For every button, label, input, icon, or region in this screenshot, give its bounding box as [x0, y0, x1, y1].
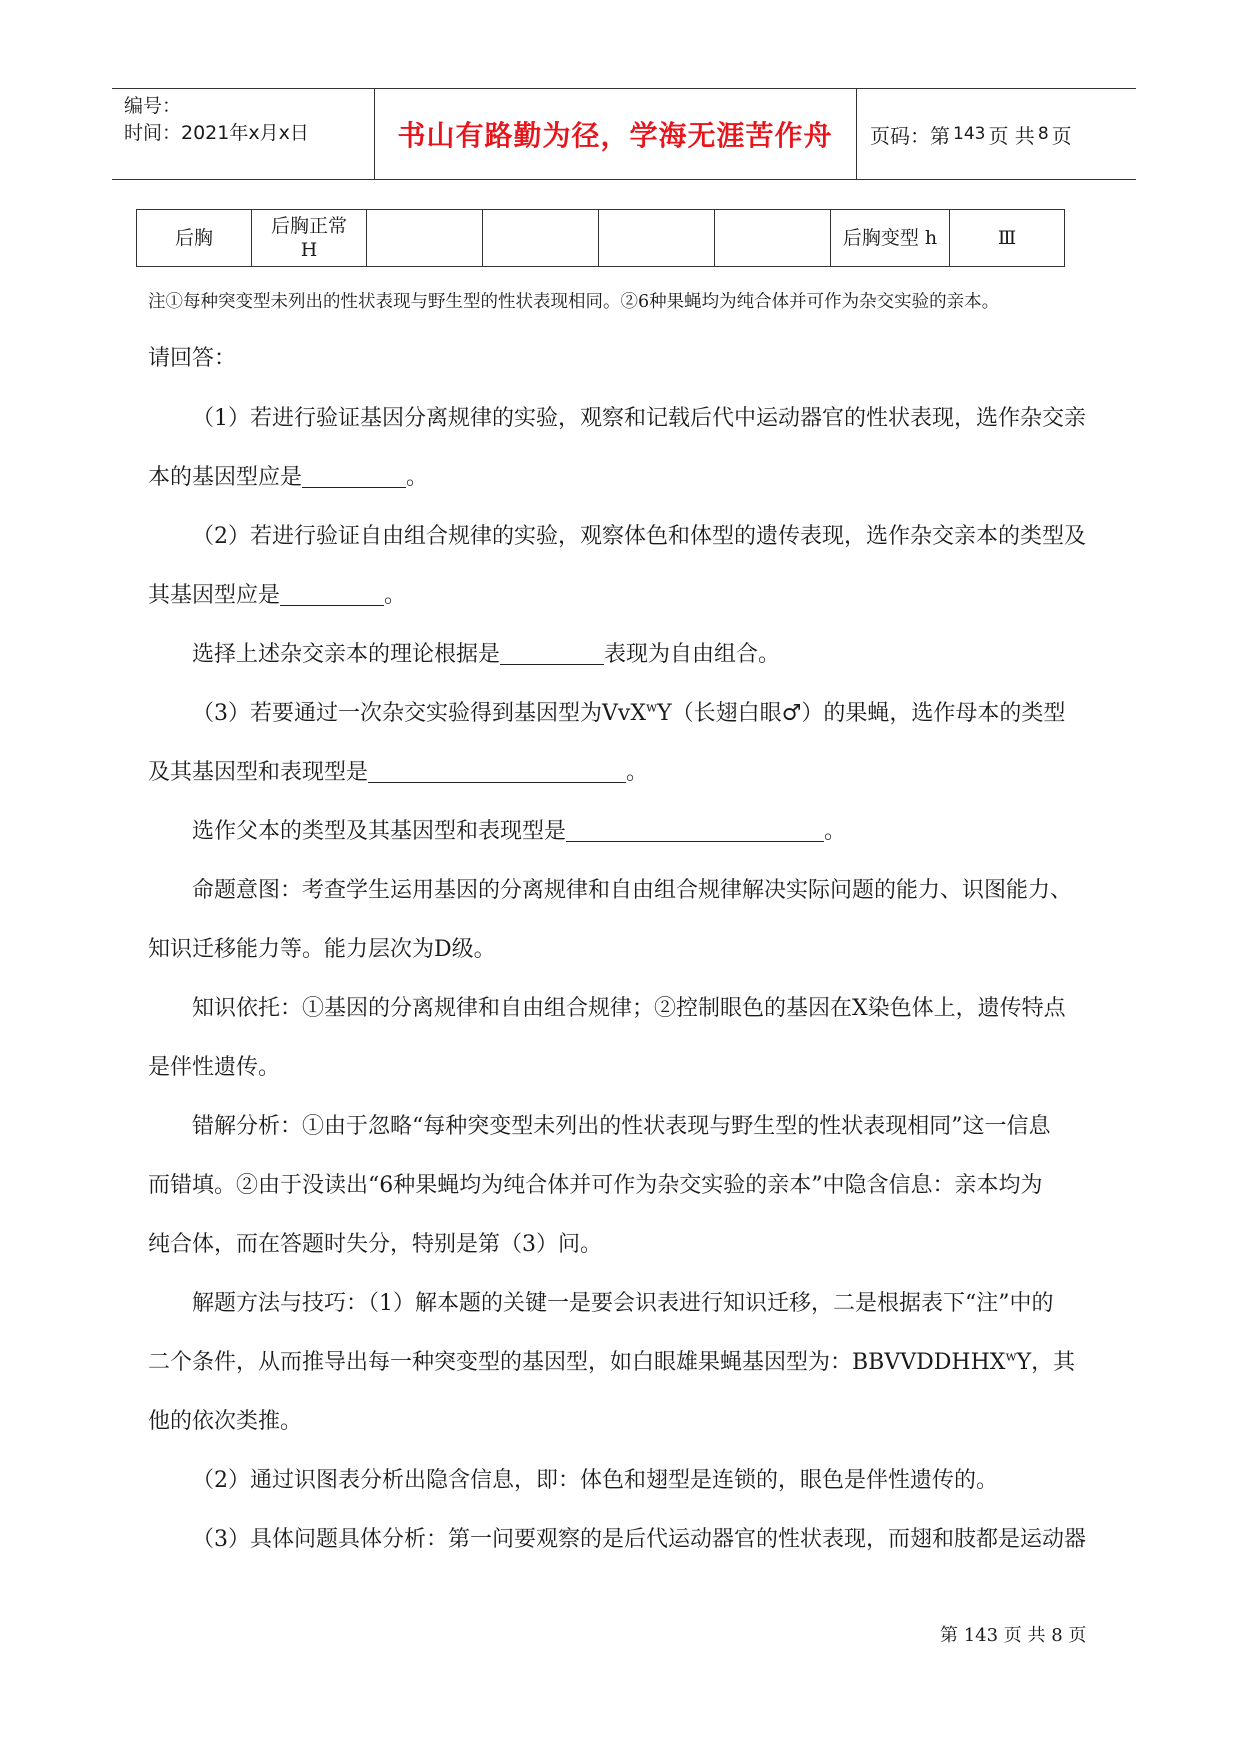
cell-line: 后胸正常 [270, 215, 347, 237]
text-line: 是伴性遗传。 [148, 1055, 281, 1080]
text-run: 。 [406, 465, 429, 490]
text-run: 二个条件，从而推导出每一种突变型的基因型，如白眼雄果蝇基因型为：BBVVDDHHX [148, 1350, 1006, 1375]
table-cell [715, 210, 831, 267]
date-label: 时间：2021年x月x日 [124, 122, 309, 144]
text-run: Y（长翅白眼♂）的果蝇，选作母本的类型 [657, 701, 1066, 726]
header-divider [856, 89, 857, 179]
text-line [148, 581, 406, 611]
text-line: 知识依托：①基因的分离规律和自由组合规律；②控制眼色的基因在X染色体上，遗传特点 [192, 996, 1066, 1021]
header-info [124, 93, 309, 147]
table-cell [367, 210, 483, 267]
answer-blank [566, 819, 824, 842]
superscript: w [1005, 1349, 1017, 1365]
text-line: （2）若进行验证自由组合规律的实验，观察体色和体型的遗传表现，选作杂交亲本的类型及 [192, 524, 1087, 549]
text-run: 。 [824, 819, 847, 844]
text-run: 。 [384, 583, 407, 608]
text-line: 请回答： [148, 346, 237, 371]
text-line: 解题方法与技巧：（1）解本题的关键一是要会识表进行知识迁移，二是根据表下“注”中的 [192, 1291, 1054, 1316]
page-suffix: 页 [1051, 123, 1072, 148]
text-line: 命题意图：考查学生运用基因的分离规律和自由组合规律解决实际问题的能力、识图能力、 [192, 878, 1073, 903]
page-mid: 页 共 [988, 123, 1035, 148]
page-prefix: 页码：第 [870, 123, 950, 148]
table-cell: Ⅲ [950, 210, 1065, 267]
text-run: Y，其 [1016, 1350, 1076, 1375]
number-label: 编号： [124, 95, 182, 117]
text-run: 选择上述杂交亲本的理论根据是 [192, 642, 501, 667]
header-page-info [870, 89, 1072, 179]
text-line [148, 758, 648, 788]
text-line: （2）通过识图表分析出隐含信息，即：体色和翅型是连锁的，眼色是伴性遗传的。 [192, 1468, 998, 1493]
text-run: 表现为自由组合。 [604, 642, 781, 667]
page-number: 143 [953, 124, 986, 144]
table-cell [599, 210, 715, 267]
answer-blank [280, 583, 384, 606]
text-line: 而错填。②由于没读出“6种果蝇均为纯合体并可作为杂交实验的亲本”中隐含信息：亲本均为 [148, 1173, 1043, 1198]
page-header [112, 88, 1136, 180]
text-line: 知识迁移能力等。能力层次为D级。 [148, 937, 496, 962]
text-line: 纯合体，而在答题时失分，特别是第（3）问。 [148, 1232, 602, 1257]
table-note: 注①每种突变型未列出的性状表现与野生型的性状表现相同。②6种果蝇均为纯合体并可作为杂交实验的亲本。 [148, 292, 1000, 312]
cell-line: H [300, 239, 318, 261]
text-run: 本的基因型应是 [148, 465, 303, 490]
header-motto: 书山有路勤为径，学海无涯苦作舟 [397, 119, 833, 152]
answer-blank [500, 642, 604, 665]
text-line: （1）若进行验证基因分离规律的实验，观察和记载后代中运动器官的性状表现，选作杂交亲 [192, 406, 1087, 431]
text-line [192, 817, 846, 847]
text-line [192, 699, 1065, 729]
answer-blank [368, 760, 626, 783]
text-line [148, 463, 428, 493]
trait-table [136, 209, 1065, 267]
text-run: 。 [626, 760, 649, 785]
text-line: （3）具体问题具体分析：第一问要观察的是后代运动器官的性状表现，而翅和肢都是运动器 [192, 1527, 1087, 1552]
text-run: 及其基因型和表现型是 [148, 760, 369, 785]
superscript: w [645, 700, 658, 716]
text-run: 其基因型应是 [148, 583, 281, 608]
page-footer: 第 143 页 共 8 页 [940, 1625, 1087, 1646]
table-cell [483, 210, 599, 267]
text-run: （3）若要通过一次杂交实验得到基因型为VvX [192, 701, 646, 726]
answer-blank [302, 465, 406, 488]
text-line [148, 1348, 1075, 1378]
table-row [137, 210, 1065, 267]
page-total: 8 [1037, 124, 1049, 144]
table-cell: 后胸变型 h [831, 210, 950, 267]
table-cell: 后胸 [137, 210, 252, 267]
text-line: 错解分析：①由于忽略“每种突变型未列出的性状表现与野生型的性状表现相同”这一信息 [192, 1114, 1051, 1139]
text-line: 他的依次类推。 [148, 1409, 303, 1434]
text-run: 选作父本的类型及其基因型和表现型是 [192, 819, 567, 844]
table-cell [252, 210, 367, 267]
text-line [192, 640, 780, 670]
